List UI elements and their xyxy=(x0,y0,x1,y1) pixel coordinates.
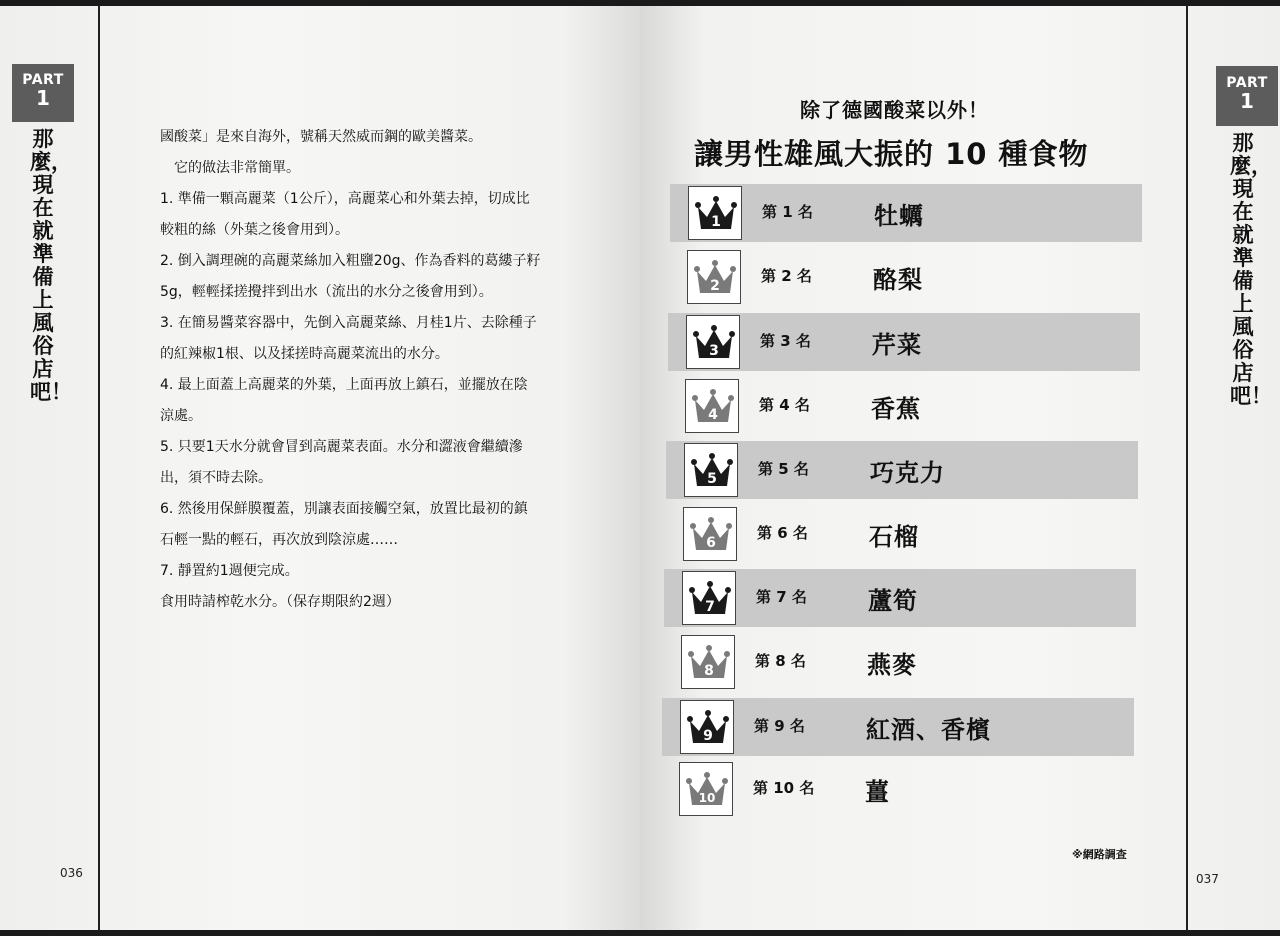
crown-icon xyxy=(693,193,739,233)
rank-label: 第 7 名 xyxy=(756,588,807,606)
text-line: 6. 然後用保鮮膜覆蓋，別讓表面接觸空氣，放置比最初的鎮 xyxy=(160,501,528,517)
rank-row-5 xyxy=(666,441,1138,499)
rank-label: 第 4 名 xyxy=(759,396,810,414)
text-line: 的紅辣椒1根、以及揉搓時高麗菜流出的水分。 xyxy=(160,346,449,362)
left-page xyxy=(0,6,640,930)
svg-text:7: 7 xyxy=(705,599,715,615)
text-line: 5g，輕輕揉搓攪拌到出水（流出的水分之後會用到）。 xyxy=(160,284,493,300)
page-number: 036 xyxy=(60,866,83,880)
ranking-title: 讓男性雄風大振的 10 種食物 xyxy=(694,137,1089,171)
rank-row-3 xyxy=(668,313,1140,371)
rank-label: 第 6 名 xyxy=(757,524,808,542)
right-margin-rule xyxy=(1186,6,1188,930)
page-number: 037 xyxy=(1196,872,1219,886)
rank-row-7 xyxy=(664,569,1136,627)
left-margin-rule xyxy=(98,6,100,930)
svg-text:6: 6 xyxy=(706,535,716,551)
part-tab-number: 1 xyxy=(36,86,50,110)
svg-text:3: 3 xyxy=(709,343,719,359)
rank-row-6 xyxy=(665,505,1137,563)
rank-label: 第 1 名 xyxy=(762,203,813,221)
rank-badge xyxy=(680,700,734,754)
svg-text:9: 9 xyxy=(703,728,713,744)
crown-icon xyxy=(690,386,736,426)
rank-badge xyxy=(684,443,738,497)
text-line: 5. 只要1天水分就會冒到高麗菜表面。水分和澀液會繼續滲 xyxy=(160,439,523,455)
crown-icon xyxy=(691,322,737,362)
side-title: 那麼，現在就準備上風俗店吧！ xyxy=(30,127,72,404)
rank-badge xyxy=(681,635,735,689)
svg-text:8: 8 xyxy=(704,663,714,679)
rank-label: 第 10 名 xyxy=(753,779,815,797)
rank-food: 巧克力 xyxy=(870,459,945,487)
part-tab xyxy=(1216,66,1278,126)
rank-badge xyxy=(685,379,739,433)
rank-badge xyxy=(687,250,741,304)
text-line: 4. 最上面蓋上高麗菜的外葉，上面再放上鎮石，並擺放在陰 xyxy=(160,377,528,393)
rank-food: 蘆筍 xyxy=(868,587,918,615)
svg-text:5: 5 xyxy=(707,471,717,487)
rank-row-10 xyxy=(661,760,1133,818)
text-line: 3. 在簡易醬菜容器中，先倒入高麗菜絲、月桂1片、去除種子 xyxy=(160,315,537,331)
text-line: 7. 靜置約1週便完成。 xyxy=(160,563,299,579)
text-line: 石輕一點的輕石，再次放到陰涼處…… xyxy=(160,532,398,548)
rank-food: 石榴 xyxy=(869,523,919,551)
text-line: 1. 準備一顆高麗菜（1公斤），高麗菜心和外葉去掉，切成比 xyxy=(160,191,530,207)
rank-badge xyxy=(679,762,733,816)
rank-label: 第 3 名 xyxy=(760,332,811,350)
crown-icon xyxy=(685,707,731,747)
text-line: 國酸菜」是來自海外，號稱天然威而鋼的歐美醬菜。 xyxy=(160,129,482,145)
rank-row-8 xyxy=(663,633,1135,691)
part-tab xyxy=(12,64,74,122)
svg-text:10: 10 xyxy=(698,791,716,805)
rank-row-2 xyxy=(669,248,1141,306)
part-tab-word: PART xyxy=(22,72,64,88)
crown-icon xyxy=(687,578,733,618)
text-line: 出，須不時去除。 xyxy=(160,470,272,486)
crown-icon xyxy=(689,450,735,490)
part-tab-number: 1 xyxy=(1240,89,1254,113)
footnote: ※網路調查 xyxy=(1072,848,1127,861)
text-line: 涼處。 xyxy=(160,408,202,424)
rank-food: 牡蠣 xyxy=(874,202,924,230)
rank-row-9 xyxy=(662,698,1134,756)
rank-badge xyxy=(682,571,736,625)
rank-food: 燕麥 xyxy=(867,651,917,679)
svg-text:1: 1 xyxy=(711,214,721,230)
rank-food: 芹菜 xyxy=(872,331,922,359)
rank-food: 酪梨 xyxy=(873,266,923,294)
ranking-subtitle: 除了德國酸菜以外！ xyxy=(800,98,989,122)
crown-icon xyxy=(692,257,738,297)
rank-row-4 xyxy=(667,377,1139,435)
svg-text:2: 2 xyxy=(710,278,720,294)
body-text xyxy=(160,122,590,618)
rank-badge xyxy=(688,186,742,240)
rank-food: 薑 xyxy=(865,778,890,806)
text-line: 2. 倒入調理碗的高麗菜絲加入粗鹽20g、作為香料的葛縷子籽 xyxy=(160,253,541,269)
crown-icon xyxy=(684,769,730,809)
crown-icon xyxy=(686,642,732,682)
text-line: 它的做法非常簡單。 xyxy=(174,160,300,176)
part-tab-word: PART xyxy=(1226,75,1268,91)
rank-food: 香蕉 xyxy=(871,395,921,423)
rank-badge xyxy=(683,507,737,561)
svg-text:4: 4 xyxy=(708,407,718,423)
rank-badge xyxy=(686,315,740,369)
rank-label: 第 2 名 xyxy=(761,267,812,285)
rank-row-1 xyxy=(670,184,1142,242)
rank-food: 紅酒、香檳 xyxy=(866,716,991,744)
crown-icon xyxy=(688,514,734,554)
text-line: 食用時請榨乾水分。（保存期限約2週） xyxy=(160,594,400,610)
text-line: 較粗的絲（外葉之後會用到）。 xyxy=(160,222,349,238)
rank-label: 第 9 名 xyxy=(754,717,805,735)
side-title: 那麼，現在就準備上風俗店吧！ xyxy=(1230,131,1272,408)
rank-label: 第 8 名 xyxy=(755,652,806,670)
rank-label: 第 5 名 xyxy=(758,460,809,478)
